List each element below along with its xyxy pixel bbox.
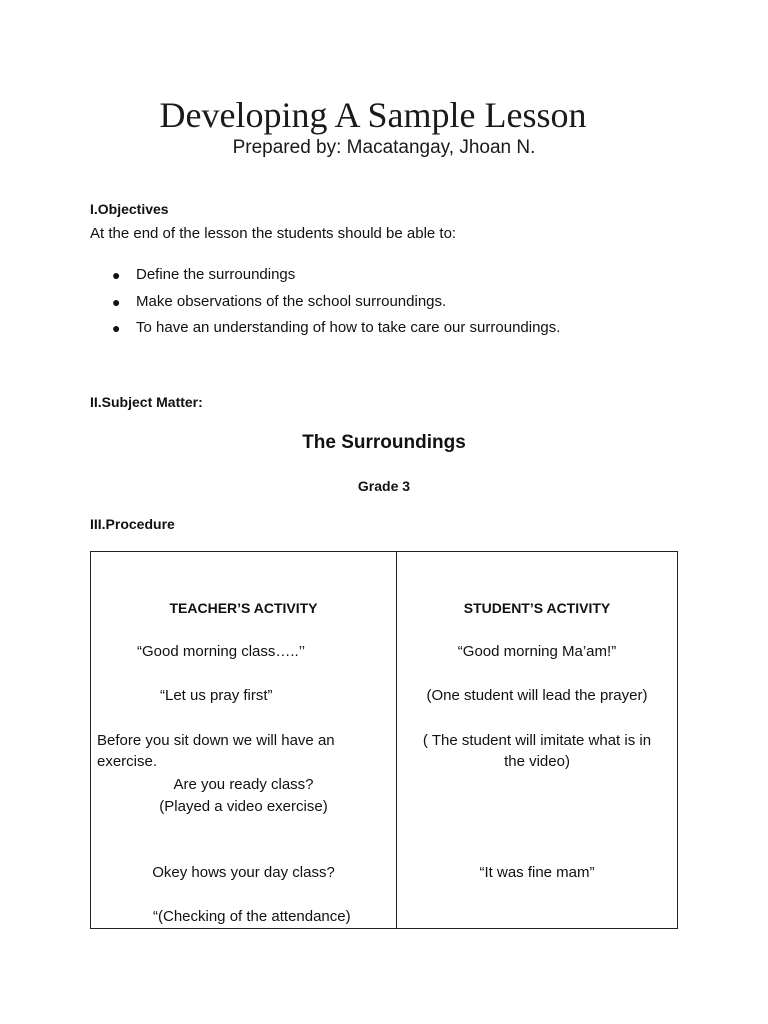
teacher-pray: “Let us pray first” <box>160 687 273 704</box>
subject-matter-heading: II.Subject Matter: <box>90 394 203 410</box>
document-title: Developing A Sample Lesson <box>159 95 587 135</box>
student-prayer: (One student will lead the prayer) <box>426 687 648 704</box>
objective-item: ● Make observations of the school surroundings. <box>90 289 560 316</box>
teacher-greeting: “Good morning class…..’’ <box>137 643 306 660</box>
grade-level: Grade 3 <box>357 478 411 494</box>
teacher-activity-header: TEACHER’S ACTIVITY <box>169 600 318 616</box>
teacher-exercise-line2: exercise. <box>97 753 158 770</box>
student-greeting: “Good morning Ma’am!” <box>457 643 617 660</box>
bullet-icon: ● <box>112 320 121 336</box>
objectives-intro: At the end of the lesson the students should be able to: <box>90 225 457 242</box>
objective-item: ● To have an understanding of how to take care our surroundings. <box>90 315 560 342</box>
teacher-video: (Played a video exercise) <box>159 798 328 815</box>
bullet-icon: ● <box>112 293 121 310</box>
student-activity-column <box>397 552 678 929</box>
objective-item: ● Define the surroundings <box>90 262 560 289</box>
objectives-list <box>90 262 560 342</box>
student-imitate-line1: ( The student will imitate what is in <box>422 732 652 749</box>
procedure-table <box>90 551 678 929</box>
bullet-icon: ● <box>112 267 121 283</box>
teacher-activity-column <box>91 552 397 929</box>
teacher-attendance: “(Checking of the attendance) <box>153 908 351 925</box>
procedure-heading: III.Procedure <box>90 516 175 532</box>
student-fine: “It was fine mam” <box>479 864 595 881</box>
teacher-day-question: Okey hows your day class? <box>152 864 335 881</box>
student-activity-header: STUDENT’S ACTIVITY <box>463 600 611 616</box>
objectives-heading: I.Objectives <box>90 201 169 217</box>
lesson-topic: The Surroundings <box>302 432 466 453</box>
student-imitate-line2: the video) <box>504 753 570 770</box>
teacher-exercise-line1: Before you sit down we will have an <box>97 732 335 749</box>
teacher-ready: Are you ready class? <box>173 776 314 793</box>
prepared-by: Prepared by: Macatangay, Jhoan N. <box>232 137 536 158</box>
